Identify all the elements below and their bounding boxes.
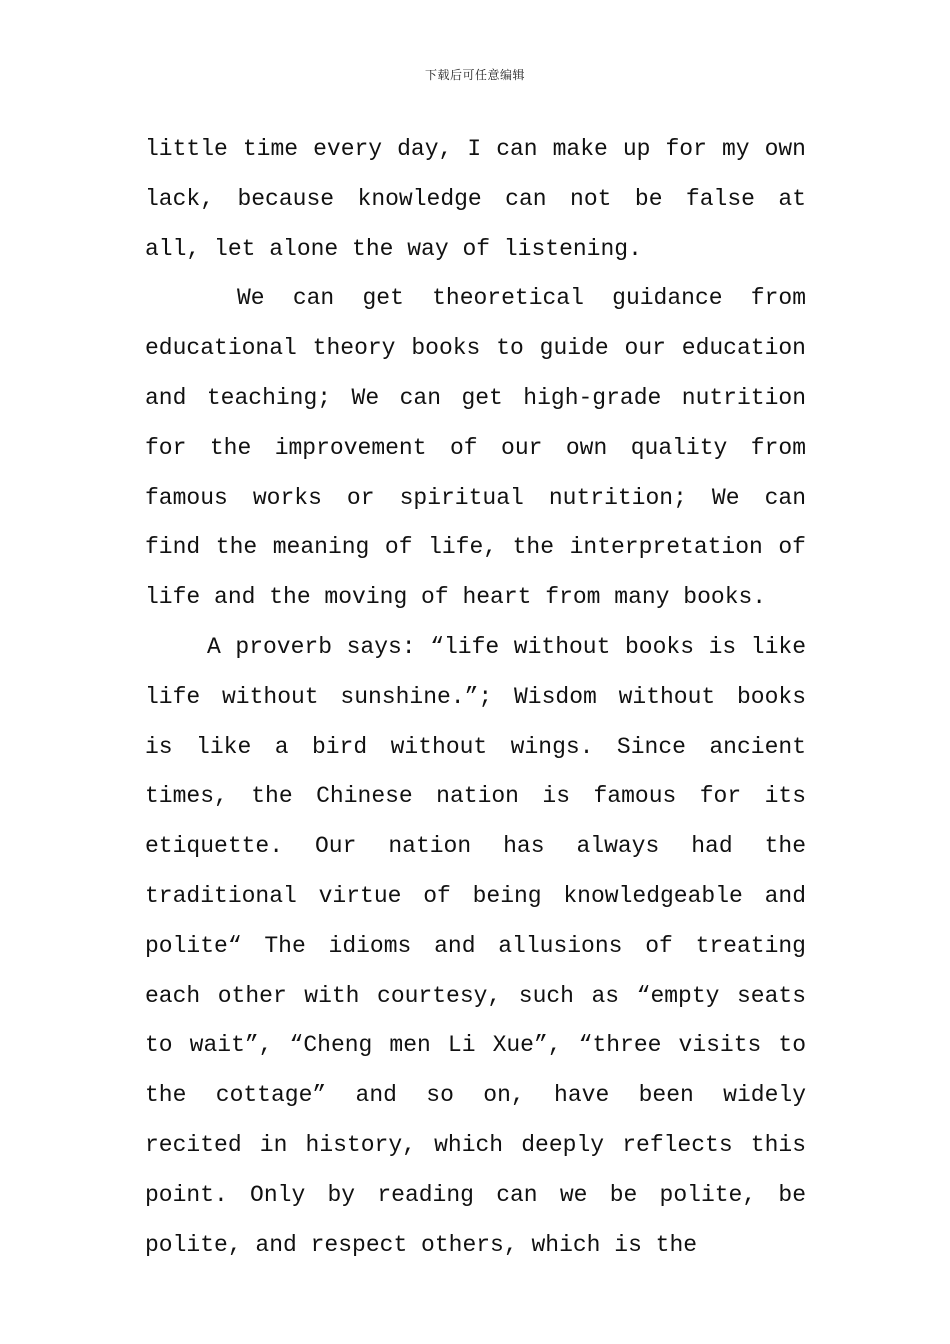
paragraph-2: We can get theoretical guidance from educational theory books to guide our education and teaching; We can get high-grade nutrition for the improvement of our own quality from famous works or spiritual nutrition; We can find the meaning of life, the interpretation of life and the moving of heart from many books.: [145, 285, 806, 611]
page-header: 下载后可任意编辑: [424, 68, 525, 82]
paragraph-3: A proverb says: “life without books is like life without sunshine.”; Wisdom without books is like a bird without wings. Since ancient times, the Chinese nation is famous for its etiquette. Our nation has always had the traditional virtue of being knowledgeable and polite“ The idioms and allusions of treating each other with courtesy, such as “empty seats to wait”, “Cheng men Li Xue”, “three visits to the cottage” and so on, have been widely recited in history, which deeply reflects this point. Only by reading can we be polite, be polite, and respect others, which is the: [145, 633, 806, 1258]
document-body: [145, 125, 806, 1270]
paragraph-1: little time every day, I can make up for my own lack, because knowledge can not be false at all, let alone the way of listening.: [145, 136, 806, 262]
